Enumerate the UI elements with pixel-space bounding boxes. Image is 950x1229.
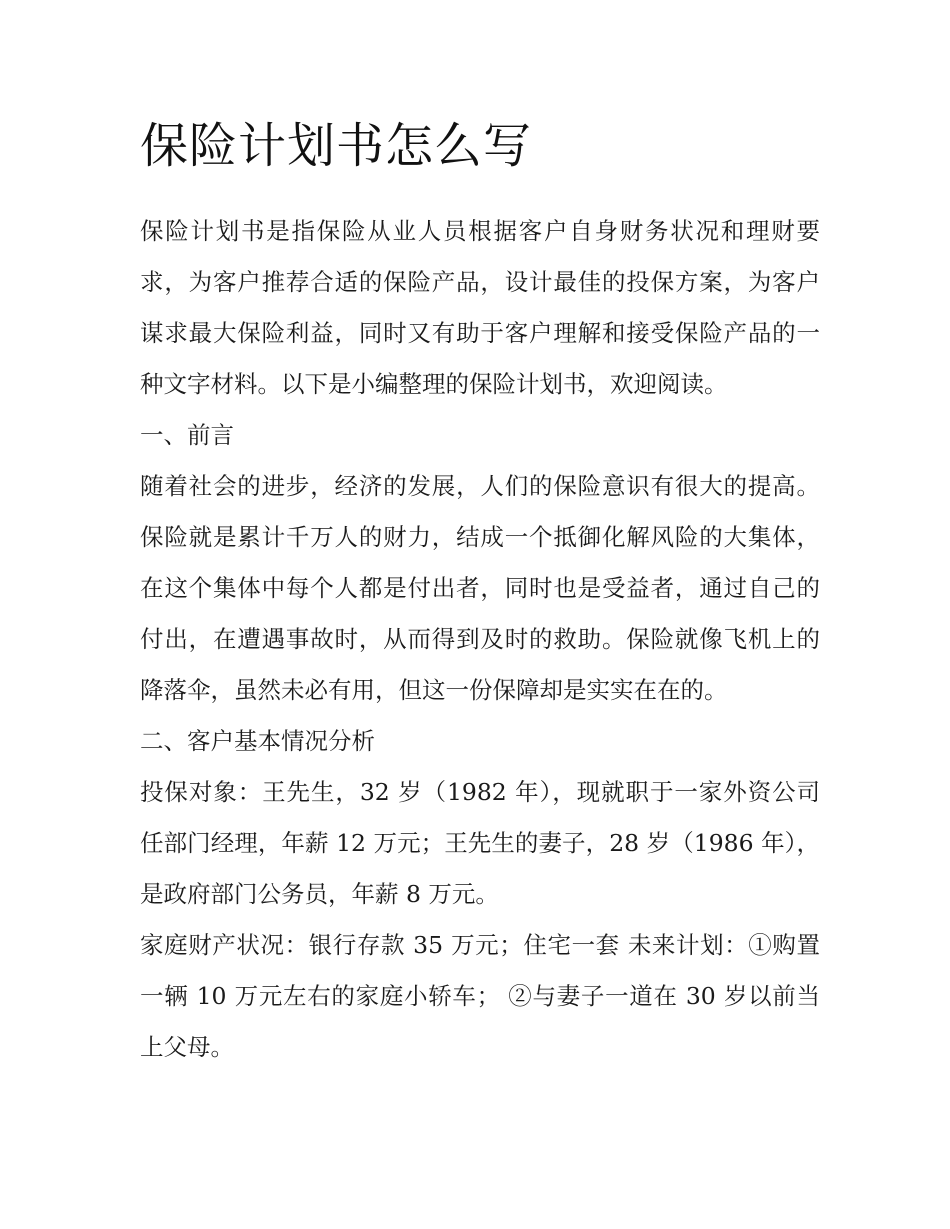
document-title: 保险计划书怎么写 [140,118,533,174]
section-heading-preface: 一、前言 [140,421,234,449]
preface-paragraph: 随着社会的进步，经济的发展，人们的保险意识有很大的提高。保险就是累计千万人的财力，结成一个抵御化解风险的大集体，在这个集体中每个人都是付出者，同时也是受益者，通过自己的付出，在遭遇事故时，从而得到及时的救助。保险就像飞机上的降落伞，虽然未必有用，但这一份保障却是实实在在的。 [140,472,820,704]
intro-paragraph: 保险计划书是指保险从业人员根据客户自身财务状况和理财要求，为客户推荐合适的保险产品，设计最佳的投保方案，为客户谋求最大保险利益，同时又有助于客户理解和接受保险产品的一种文字材料。以下是小编整理的保险计划书，欢迎阅读。 [140,217,820,398]
insured-paragraph: 投保对象：王先生，32 岁（1982 年），现就职于一家外资公司任部门经理，年薪 12 万元；王先生的妻子，28 岁（1986 年），是政府部门公务员，年薪 8 万元。 [140,778,820,908]
assets-paragraph: 家庭财产状况：银行存款 35 万元；住宅一套 未来计划：①购置一辆 10 万元左右的家庭小轿车； ②与妻子一道在 30 岁以前当上父母。 [140,931,820,1061]
section-heading-client-analysis: 二、客户基本情况分析 [140,727,375,755]
document-body [140,112,820,1073]
